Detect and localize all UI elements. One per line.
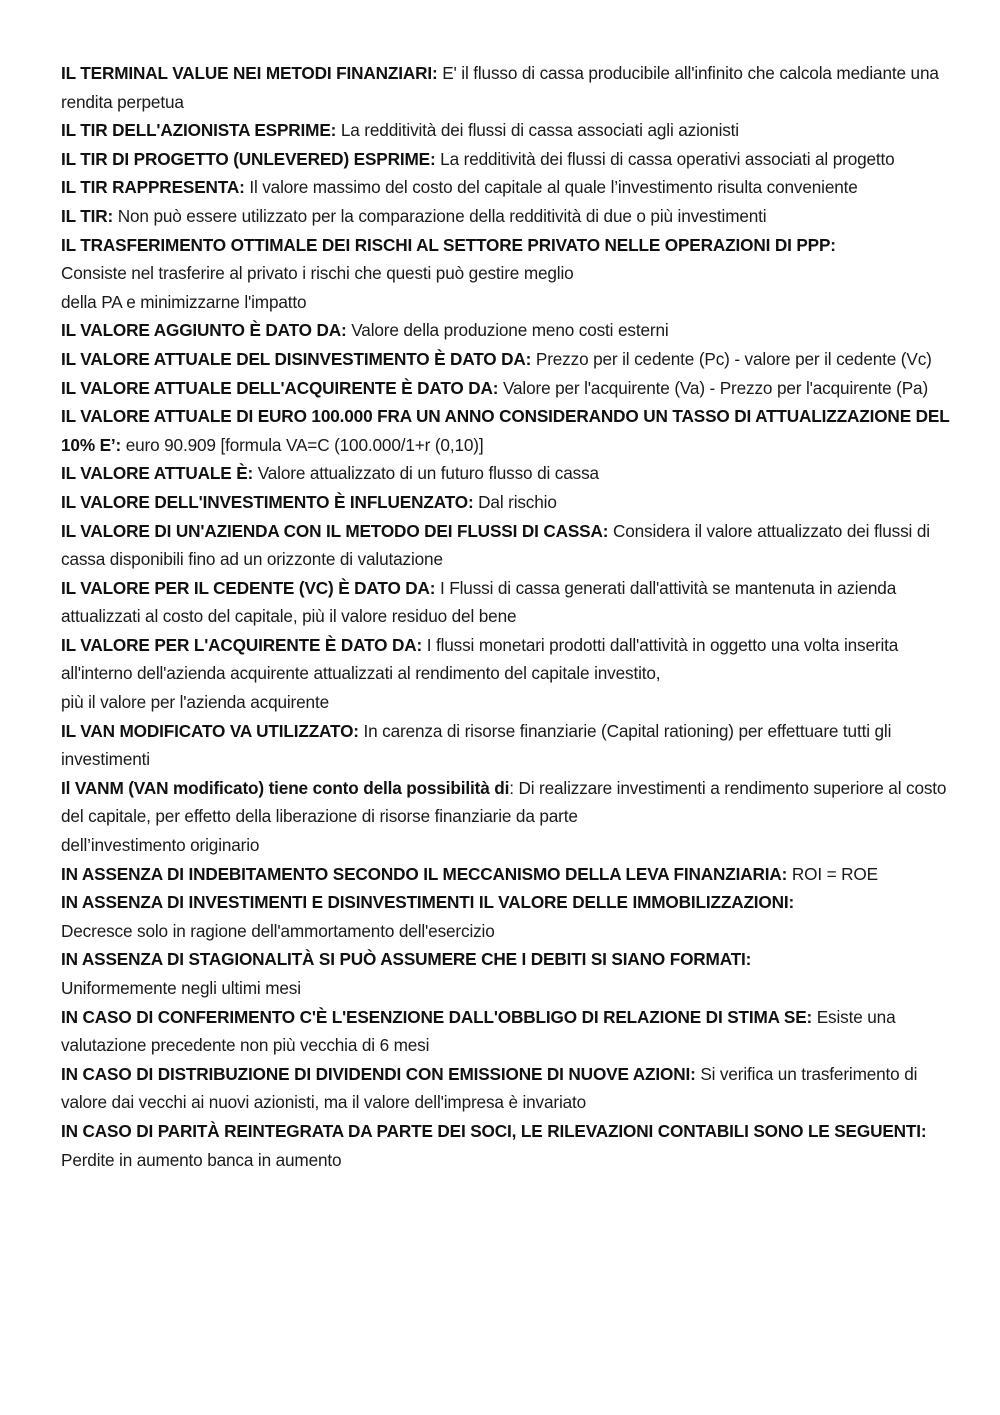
qa-entry-valore-attuale-acquirente (61, 374, 951, 403)
question-text: IL TRASFERIMENTO OTTIMALE DEI RISCHI AL SETTORE PRIVATO NELLE OPERAZIONI DI PPP: (61, 234, 836, 255)
answer-text: Valore attualizzato di un futuro flusso di cassa (253, 463, 599, 484)
answer-text: Dal rischio (473, 491, 557, 512)
answer-text: In carenza di risorse finanziarie (Capital rationing) per effettuare tutti gli investimenti (61, 720, 892, 770)
question-text: IL TIR: (61, 205, 114, 226)
qa-entry-valore-cedente (61, 574, 951, 631)
question-text: IN ASSENZA DI STAGIONALITÀ SI PUÒ ASSUMERE CHE I DEBITI SI SIANO FORMATI: (61, 949, 752, 970)
qa-entry-valore-aggiunto (61, 316, 951, 345)
qa-entry-tir (61, 202, 951, 231)
answer-text: Perdite in aumento banca in aumento (61, 1149, 342, 1170)
answer-text: Valore per l'acquirente (Va) - Prezzo per l'acquirente (Pa) (498, 377, 929, 398)
answer-text: I flussi monetari prodotti dall'attività in oggetto una volta inserita all'interno dell'azienda acquirente attualizzati al rendimento del capitale investito, (61, 634, 899, 684)
qa-entry-vanm (61, 774, 951, 860)
question-text: IL TIR RAPPRESENTA: (61, 177, 245, 198)
answer-text: Non può essere utilizzato per la comparazione della redditività di due o più investimenti (113, 205, 767, 226)
question-text: IL TIR DI PROGETTO (UNLEVERED) ESPRIME: (61, 148, 436, 169)
qa-entry-tir-progetto (61, 145, 951, 174)
answer-text: I Flussi di cassa generati dall'attività se mantenuta in azienda attualizzati al costo del capitale, più il valore residuo del bene (61, 577, 897, 627)
answer-text: Si verifica un trasferimento di valore dai vecchi ai nuovi azionisti, ma il valore dell'impresa è invariato (61, 1063, 918, 1113)
qa-entry-terminal-value (61, 59, 951, 116)
qa-entry-van-modificato (61, 717, 951, 774)
question-text: IN ASSENZA DI INDEBITAMENTO SECONDO IL MECCANISMO DELLA LEVA FINANZIARIA: (61, 863, 788, 884)
answer-text: La redditività dei flussi di cassa operativi associati al progetto (435, 148, 895, 169)
qa-entry-tir-azionista (61, 116, 951, 145)
qa-entry-stagionalita (61, 945, 951, 1002)
document-page (61, 59, 951, 1174)
answer-text-line: dell’investimento originario (61, 835, 260, 856)
answer-text-line: Consiste nel trasferire al privato i rischi che questi può gestire meglio (61, 263, 574, 284)
answer-text: euro 90.909 [formula VA=C (100.000/1+r (0,10)] (121, 434, 484, 455)
answer-text-line: Uniformemente negli ultimi mesi (61, 978, 301, 998)
question-text: IL VALORE ATTUALE DELL'ACQUIRENTE È DATO DA: (61, 377, 499, 398)
answer-text: Il valore massimo del costo del capitale al quale l’investimento risulta conveniente (244, 177, 858, 198)
question-text: IN ASSENZA DI INVESTIMENTI E DISINVESTIMENTI IL VALORE DELLE IMMOBILIZZAZIONI: (61, 892, 795, 913)
question-text: IN CASO DI DISTRIBUZIONE DI DIVIDENDI CON EMISSIONE DI NUOVE AZIONI: (61, 1063, 696, 1084)
question-text: IL VALORE ATTUALE DI EURO 100.000 FRA UN ANNO CONSIDERANDO UN TASSO DI ATTUALIZZAZIONE DEL 10% E’: (61, 406, 950, 455)
answer-text-line: Decresce solo in ragione dell'ammortamento dell'esercizio (61, 920, 495, 941)
question-text: IL VALORE ATTUALE DEL DISINVESTIMENTO È DATO DA: (61, 348, 532, 369)
qa-entry-leva-finanziaria (61, 860, 951, 889)
qa-entry-valore-attuale (61, 459, 951, 488)
qa-entry-trasferimento-rischi (61, 231, 951, 317)
qa-entry-distribuzione-dividendi (61, 1060, 951, 1117)
qa-entry-immobilizzazioni (61, 888, 951, 945)
qa-entry-valore-investimento (61, 488, 951, 517)
answer-text-line: più il valore per l'azienda acquirente (61, 692, 329, 713)
question-text: IN CASO DI CONFERIMENTO C'È L'ESENZIONE DALL'OBBLIGO DI RELAZIONE DI STIMA SE: (61, 1006, 813, 1027)
answer-text: Valore della produzione meno costi esterni (346, 320, 669, 341)
question-text: IL VALORE AGGIUNTO È DATO DA: (61, 320, 347, 341)
question-text: IL VAN MODIFICATO VA UTILIZZATO: (61, 720, 359, 741)
question-text: IL VALORE PER L'ACQUIRENTE È DATO DA: (61, 634, 423, 655)
answer-text: : Di realizzare investimenti a rendimento superiore al costo del capitale, per effetto della liberazione di risorse finanziarie da parte (61, 777, 947, 827)
question-text: Il VANM (VAN modificato) tiene conto della possibilità di (61, 777, 510, 798)
answer-text: E' il flusso di cassa producibile all'infinito che calcola mediante una rendita perpetua (61, 63, 939, 112)
qa-entry-conferimento (61, 1003, 951, 1060)
question-text: IL VALORE PER IL CEDENTE (VC) È DATO DA: (61, 577, 436, 598)
answer-text: Esiste una valutazione precedente non più vecchia di 6 mesi (61, 1006, 896, 1056)
qa-entry-parita-reintegrata (61, 1117, 951, 1174)
question-text: IL VALORE ATTUALE È: (61, 463, 254, 484)
qa-entry-valore-attuale-disinvestimento (61, 345, 951, 374)
qa-entry-valore-attuale-100000 (61, 402, 951, 459)
answer-text: La redditività dei flussi di cassa associati agli azionisti (336, 120, 739, 141)
answer-text: Prezzo per il cedente (Pc) - valore per il cedente (Vc) (531, 348, 932, 369)
qa-entry-valore-acquirente (61, 631, 951, 717)
question-text: IL TERMINAL VALUE NEI METODI FINANZIARI: (61, 63, 438, 83)
question-text: IL VALORE DELL'INVESTIMENTO È INFLUENZATO: (61, 491, 474, 512)
question-text: IL VALORE DI UN'AZIENDA CON IL METODO DEI FLUSSI DI CASSA: (61, 520, 609, 541)
qa-entry-valore-azienda-flussi (61, 517, 951, 574)
answer-text-line: della PA e minimizzarne l'impatto (61, 291, 307, 312)
answer-text: Considera il valore attualizzato dei flussi di cassa disponibili fino ad un orizzonte di valutazione (61, 520, 930, 570)
question-text: IN CASO DI PARITÀ REINTEGRATA DA PARTE DEI SOCI, LE RILEVAZIONI CONTABILI SONO LE SEGUENTI: (61, 1120, 927, 1141)
answer-text: ROI = ROE (787, 863, 878, 884)
question-text: IL TIR DELL'AZIONISTA ESPRIME: (61, 120, 337, 141)
qa-entry-tir-rappresenta (61, 173, 951, 202)
